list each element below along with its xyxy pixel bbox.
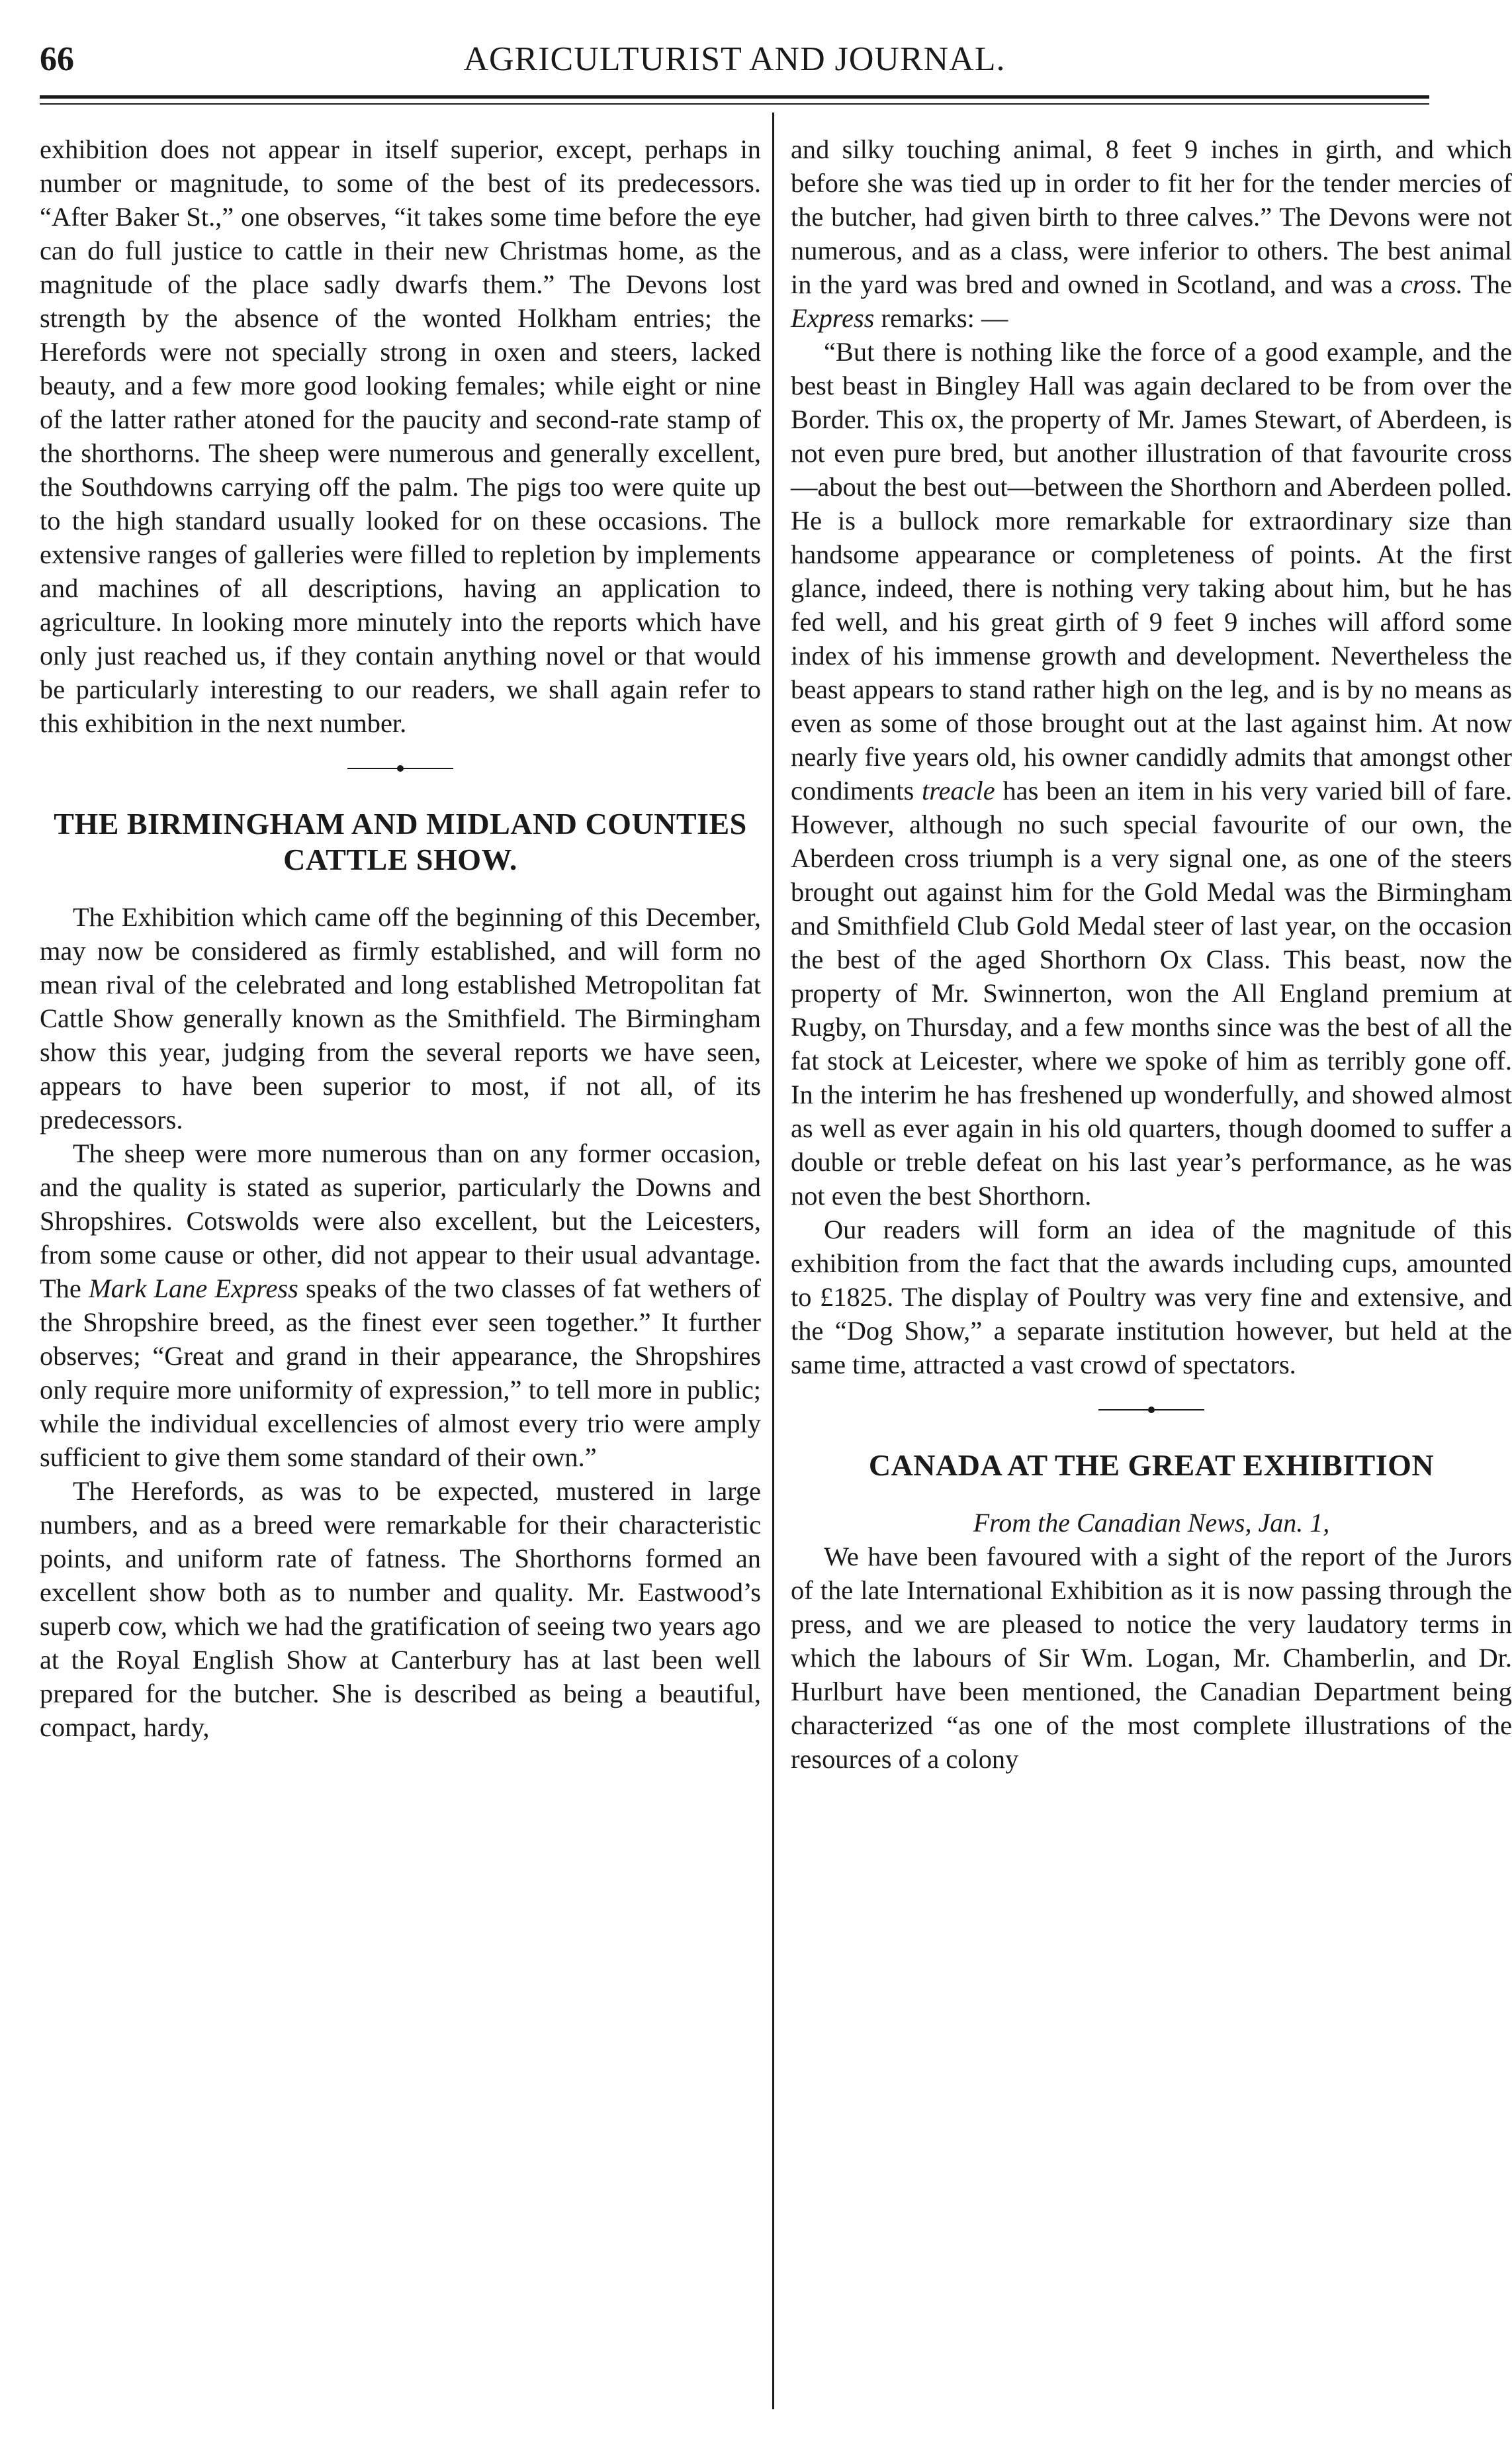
- header-rule-thick: [40, 95, 1429, 99]
- journal-title: AGRICULTURIST AND JOURNAL.: [463, 40, 1006, 78]
- right-column: [791, 132, 1512, 1776]
- treacle-italic: treacle: [922, 776, 995, 806]
- left-paragraph-2: The Exhibition which came off the beginning of this December, may now be considered as firmly established, and will form no mean rival of the celebrated and long established Metropolitan fat Cattle Show generally known as the Smithfield. The Birmingham show this year, judging from the several reports we have seen, appears to have been superior to most, if not all, of its predecessors.: [40, 902, 761, 1134]
- cross-italic: cross.: [1400, 269, 1463, 299]
- section-divider-ornament-2: [1098, 1409, 1204, 1413]
- right-paragraph-4: We have been favoured with a sight of the report of the Jurors of the late International Exhibition as it is now passing through the press, and we are pleased to notice the very laudatory terms in which the labours of Sir Wm. Logan, Mr. Chamberlin, and Dr. Hurlburt have been mentioned, the Canadian Department being characterized “as one of the most complete illustrations of the resources of a colony: [791, 1542, 1512, 1774]
- left-paragraph-4: The Herefords, as was to be expected, mustered in large numbers, and as a breed were remarkable for their characteristic points, and uniform rate of fatness. The Shorthorns formed an excellent show both as to number and quality. Mr. Eastwood’s superb cow, which we had the gratification of seeing two years ago at the Royal English Show at Canterbury has at last been well prepared for the butcher. She is described as being a beautiful, compact, hardy,: [40, 1476, 761, 1742]
- column-divider: [772, 113, 774, 2409]
- page-number: 66: [40, 40, 74, 78]
- right-paragraph-2-part-a: “But there is nothing like the force of a good example, and the best beast in Bingley Hall was again declared to be from over the Border. This ox, the property of Mr. James Stewart, of Aberdeen, is not even pure bred, but another illustration of that favourite cross —about the best out—between the Shorthorn and Aberdeen polled. He is a bullock more remarkable for extraordinary size than handsome appearance or completeness of points. At the first glance, indeed, there is nothing very taking about him, but he has fed well, and his great girth of 9 feet 9 inches will afford some index of his immense growth and development. Nevertheless the beast appears to stand rather high on the leg, and is by no means as even as some of those brought out at the last against him. At now nearly five years old, his owner candidly admits that amongst other condiments: [791, 337, 1512, 806]
- left-paragraph-1: exhibition does not appear in itself superior, except, perhaps in number or magnitude, to some of the best of its predecessors. “After Baker St.,” one observes, “it takes some time before the eye can do full justice to cattle in their new Christmas home, as the magnitude of the place sadly dwarfs them.” The Devons lost strength by the absence of the wonted Holkham entries; the Herefords were not specially strong in oxen and steers, lacked beauty, and a few more good looking females; while eight or nine of the latter rather atoned for the paucity and second-rate stamp of the shorthorns. The sheep were numerous and generally excellent, the Southdowns carrying off the palm. The pigs too were quite up to the high standard usually looked for on these occasions. The extensive ranges of galleries were filled to repletion by implements and machines of all descriptions, having an application to agriculture. In looking more minutely into the reports which have only just reached us, if they contain anything novel or that would be particularly interesting to our readers, we shall again refer to this exhibition in the next number.: [40, 134, 761, 738]
- right-paragraph-2-part-b: has been an item in his very varied bill of fare. However, although no such special favourite of our own, the Aberdeen cross triumph is a very signal one, as one of the steers brought out against him for the Gold Medal was the Birmingham and Smithfield Club Gold Medal steer of last year, on the occasion the best of the aged Shorthorn Ox Class. This beast, now the property of Mr. Swinnerton, won the All England premium at Rugby, on Thursday, and a few months since was the best of all the fat stock at Leicester, where we spoke of him as terribly gone off. In the interim he has freshened up wonderfully, and showed almost as well as ever again in his old quarters, though doomed to suffer a double or treble defeat on his last year’s performance, as he was not even the best Shorthorn.: [791, 776, 1512, 1211]
- right-paragraph-3: Our readers will form an idea of the magnitude of this exhibition from the fact that the awards including cups, amounted to £1825. The display of Poultry was very fine and extensive, and the “Dog Show,” a separate institution however, but held at the same time, attracted a vast crowd of spectators.: [791, 1215, 1512, 1379]
- ornament-dot-2: [1148, 1407, 1155, 1413]
- right-paragraph-2: [791, 335, 1512, 1213]
- left-column: [40, 132, 761, 1744]
- ornament-dot: [397, 765, 404, 772]
- section-divider-ornament: [347, 768, 453, 772]
- right-paragraph-1-part-c: remarks: —: [874, 303, 1008, 333]
- heading-birmingham-cattle-show: THE BIRMINGHAM AND MIDLAND COUNTIES CATTLE SHOW.: [54, 807, 747, 876]
- page-header: [40, 38, 1429, 91]
- header-rule-thin: [40, 103, 1429, 105]
- right-paragraph-1-part-b: The: [1462, 269, 1512, 299]
- left-paragraph-3-part-b: speaks of the two classes of fat wethers of the Shropshire breed, as the finest ever seen together.” It further observes; “Great and grand in their appearance, the Shropshires only require more uniformity of expression,” to tell more in public; while the individual excellencies of almost every trio were amply sufficient to give them some standard of their own.”: [40, 1273, 761, 1472]
- mark-lane-express-title: Mark Lane Express: [88, 1273, 298, 1303]
- right-paragraph-1-part-a: and silky touching animal, 8 feet 9 inches in girth, and which before she was tied up in order to fit her for the tender mercies of the butcher, had given birth to three calves.” The Devons were not numerous, and as a class, were inferior to others. The best animal in the yard was bred and owned in Scotland, and was a: [791, 134, 1512, 299]
- left-paragraph-3-part-a: The sheep were more numerous than on any former occasion, and the quality is stated as superior, particularly the Downs and Shropshires. Cotswolds were also excellent, but the Leicesters, from some cause or other, did not appear to their usual advantage. The: [40, 1138, 761, 1303]
- source-subheading: From the Canadian News, Jan. 1,: [973, 1508, 1330, 1538]
- right-paragraph-1: [791, 132, 1512, 335]
- left-paragraph-3: [40, 1136, 761, 1474]
- express-italic: Express: [791, 303, 875, 333]
- heading-canada-great-exhibition: CANADA AT THE GREAT EXHIBITION: [868, 1448, 1435, 1482]
